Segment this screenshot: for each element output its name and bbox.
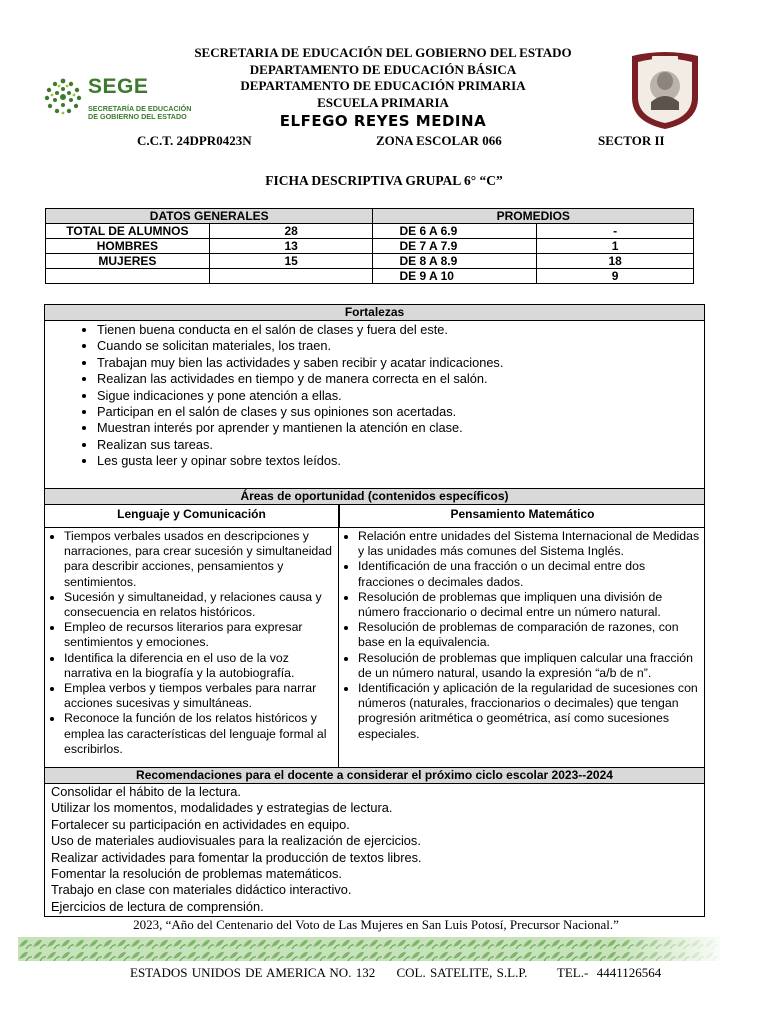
list-item: • Sigue indicaciones y pone atención a ellas. <box>97 388 707 404</box>
sege-emblem-icon <box>44 77 82 115</box>
grade-range: DE 8 A 8.9 <box>373 254 537 269</box>
math-areas-list <box>341 529 700 742</box>
list-item: • Identifica la diferencia en el uso de la voz narrativa en la biografía y la autobiografía. <box>64 651 334 681</box>
list-item: • Realizan las actividades en tiempo y de manera correcta en el salón. <box>97 371 707 387</box>
strengths-list <box>75 322 707 470</box>
table-row <box>46 269 694 284</box>
grade-count: 9 <box>537 269 694 284</box>
header-line: ESCUELA PRIMARIA <box>317 94 449 110</box>
list-item: • Resolución de problemas que impliquen calcular una fracción de un número natural, usando la expresión “a/b de n”. <box>358 651 700 681</box>
table-row <box>46 224 694 239</box>
list-item: • Emplea verbos y tiempos verbales para narrar acciones sucesivas y simultáneas. <box>64 681 334 711</box>
zona-escolar: ZONA ESCOLAR 066 <box>376 133 502 148</box>
list-item: • Realizan sus tareas. <box>97 437 707 453</box>
grade-range: DE 9 A 10 <box>373 269 537 284</box>
school-name: ELFEGO REYES MEDINA <box>279 112 487 130</box>
list-item: Trabajo en clase con materiales didáctico interactivo. <box>51 882 352 898</box>
recommendations-heading: Recomendaciones para el docente a considerar el próximo ciclo escolar 2023--2024 <box>45 767 704 784</box>
school-address: ESTADOS UNIDOS DE AMERICA NO. 132 COL. SATELITE, S.L.P. TEL.- 4441126564 <box>130 965 662 980</box>
sege-subtitle-line: SECRETARÍA DE EDUCACIÓN <box>88 104 192 113</box>
grade-range: DE 7 A 7.9 <box>373 239 537 254</box>
grade-range: DE 6 A 6.9 <box>373 224 537 239</box>
strengths-heading: Fortalezas <box>45 305 704 321</box>
stat-label: MUJERES <box>46 254 210 269</box>
list-item: Realizar actividades para fomentar la producción de textos libres. <box>51 849 422 865</box>
grade-count: 1 <box>537 239 694 254</box>
grade-count: 18 <box>537 254 694 269</box>
table-row <box>46 239 694 254</box>
list-item: • Participan en el salón de clases y sus opiniones son acertadas. <box>97 404 707 420</box>
header-line: DEPARTAMENTO DE EDUCACIÓN BÁSICA <box>249 61 517 77</box>
list-item: • Sucesión y simultaneidad, y relaciones causa y consecuencia en relatos históricos. <box>64 590 334 620</box>
list-item: Uso de materiales audiovisuales para la realización de ejercicios. <box>51 833 421 849</box>
stat-value: 28 <box>209 224 373 239</box>
list-item: Utilizar los momentos, modalidades y estrategias de lectura. <box>51 800 393 816</box>
list-item: • Cuando se solicitan materiales, los traen. <box>97 338 707 354</box>
stat-value: 15 <box>209 254 373 269</box>
stat-label <box>46 269 210 284</box>
list-item: • Reconoce la función de los relatos históricos y emplea las características del lenguaje formal al escribirlos. <box>64 711 334 757</box>
stat-label: HOMBRES <box>46 239 210 254</box>
school-seal-icon <box>628 50 702 130</box>
language-column-heading: Lenguaje y Comunicación <box>45 505 338 528</box>
recommendations-list <box>51 784 422 915</box>
stat-label: TOTAL DE ALUMNOS <box>46 224 210 239</box>
stat-value <box>209 269 373 284</box>
sege-subtitle-line: DE GOBIERNO DEL ESTADO <box>88 112 187 121</box>
list-item: • Relación entre unidades del Sistema Internacional de Medidas y las unidades más comunes del Sistema Inglés. <box>358 529 700 559</box>
math-column-heading: Pensamiento Matemático <box>339 505 705 528</box>
general-data-table <box>45 208 694 284</box>
list-item: • Empleo de recursos literarios para expresar sentimientos y emociones. <box>64 620 334 650</box>
list-item: • Muestran interés por aprender y mantienen la atención en clase. <box>97 420 707 436</box>
header-line: SECRETARIA DE EDUCACIÓN DEL GOBIERNO DEL ESTADO <box>194 45 572 60</box>
list-item: • Tienen buena conducta en el salón de clases y fuera del este. <box>97 322 707 338</box>
language-areas-list <box>47 529 334 757</box>
general-data-header: DATOS GENERALES <box>46 209 373 224</box>
decorative-band <box>18 937 720 961</box>
list-item: • Les gusta leer y opinar sobre textos leídos. <box>97 453 707 469</box>
column-divider <box>338 505 339 767</box>
opportunity-areas-heading: Áreas de oportunidad (contenidos específicos) <box>45 488 704 505</box>
year-motto: 2023, “Año del Centenario del Voto de Las Mujeres en San Luis Potosí, Precursor Nacional.” <box>133 917 619 932</box>
list-item: Ejercicios de lectura de comprensión. <box>51 898 264 914</box>
list-item: • Trabajan muy bien las actividades y saben recibir y acatar indicaciones. <box>97 355 707 371</box>
sector: SECTOR II <box>598 133 665 148</box>
list-item: • Resolución de problemas que impliquen una división de número fraccionario o decimal entre un número natural. <box>358 590 700 620</box>
list-item: • Tiempos verbales usados en descripciones y narraciones, para crear sucesión y simultaneidad para describir acciones, pensamientos y sentimientos. <box>64 529 334 590</box>
list-item: Fortalecer su participación en actividades en equipo. <box>51 816 350 832</box>
descriptive-sheet-box <box>44 304 705 917</box>
cct-code: C.C.T. 24DPR0423N <box>137 133 252 148</box>
sege-wordmark: SEGE <box>88 75 149 98</box>
averages-header: PROMEDIOS <box>373 209 694 224</box>
stat-value: 13 <box>209 239 373 254</box>
table-row <box>46 254 694 269</box>
header-line: DEPARTAMENTO DE EDUCACIÓN PRIMARIA <box>240 78 526 93</box>
grade-count: - <box>537 224 694 239</box>
document-title: FICHA DESCRIPTIVA GRUPAL 6° “C” <box>265 173 503 188</box>
list-item: • Resolución de problemas de comparación de razones, con base en la equivalencia. <box>358 620 700 650</box>
table-header-row <box>46 209 694 224</box>
list-item: Consolidar el hábito de la lectura. <box>51 784 241 799</box>
institution-header <box>160 45 606 111</box>
list-item: • Identificación y aplicación de la regularidad de sucesiones con números (naturales, fraccionarios o decimales) que tengan progresión aritmética o geométrica, así como sucesiones especiales. <box>358 681 700 742</box>
list-item: • Identificación de una fracción o un decimal entre dos fracciones o decimales dados. <box>358 559 700 589</box>
list-item: Fomentar la resolución de problemas matemáticos. <box>51 866 342 882</box>
